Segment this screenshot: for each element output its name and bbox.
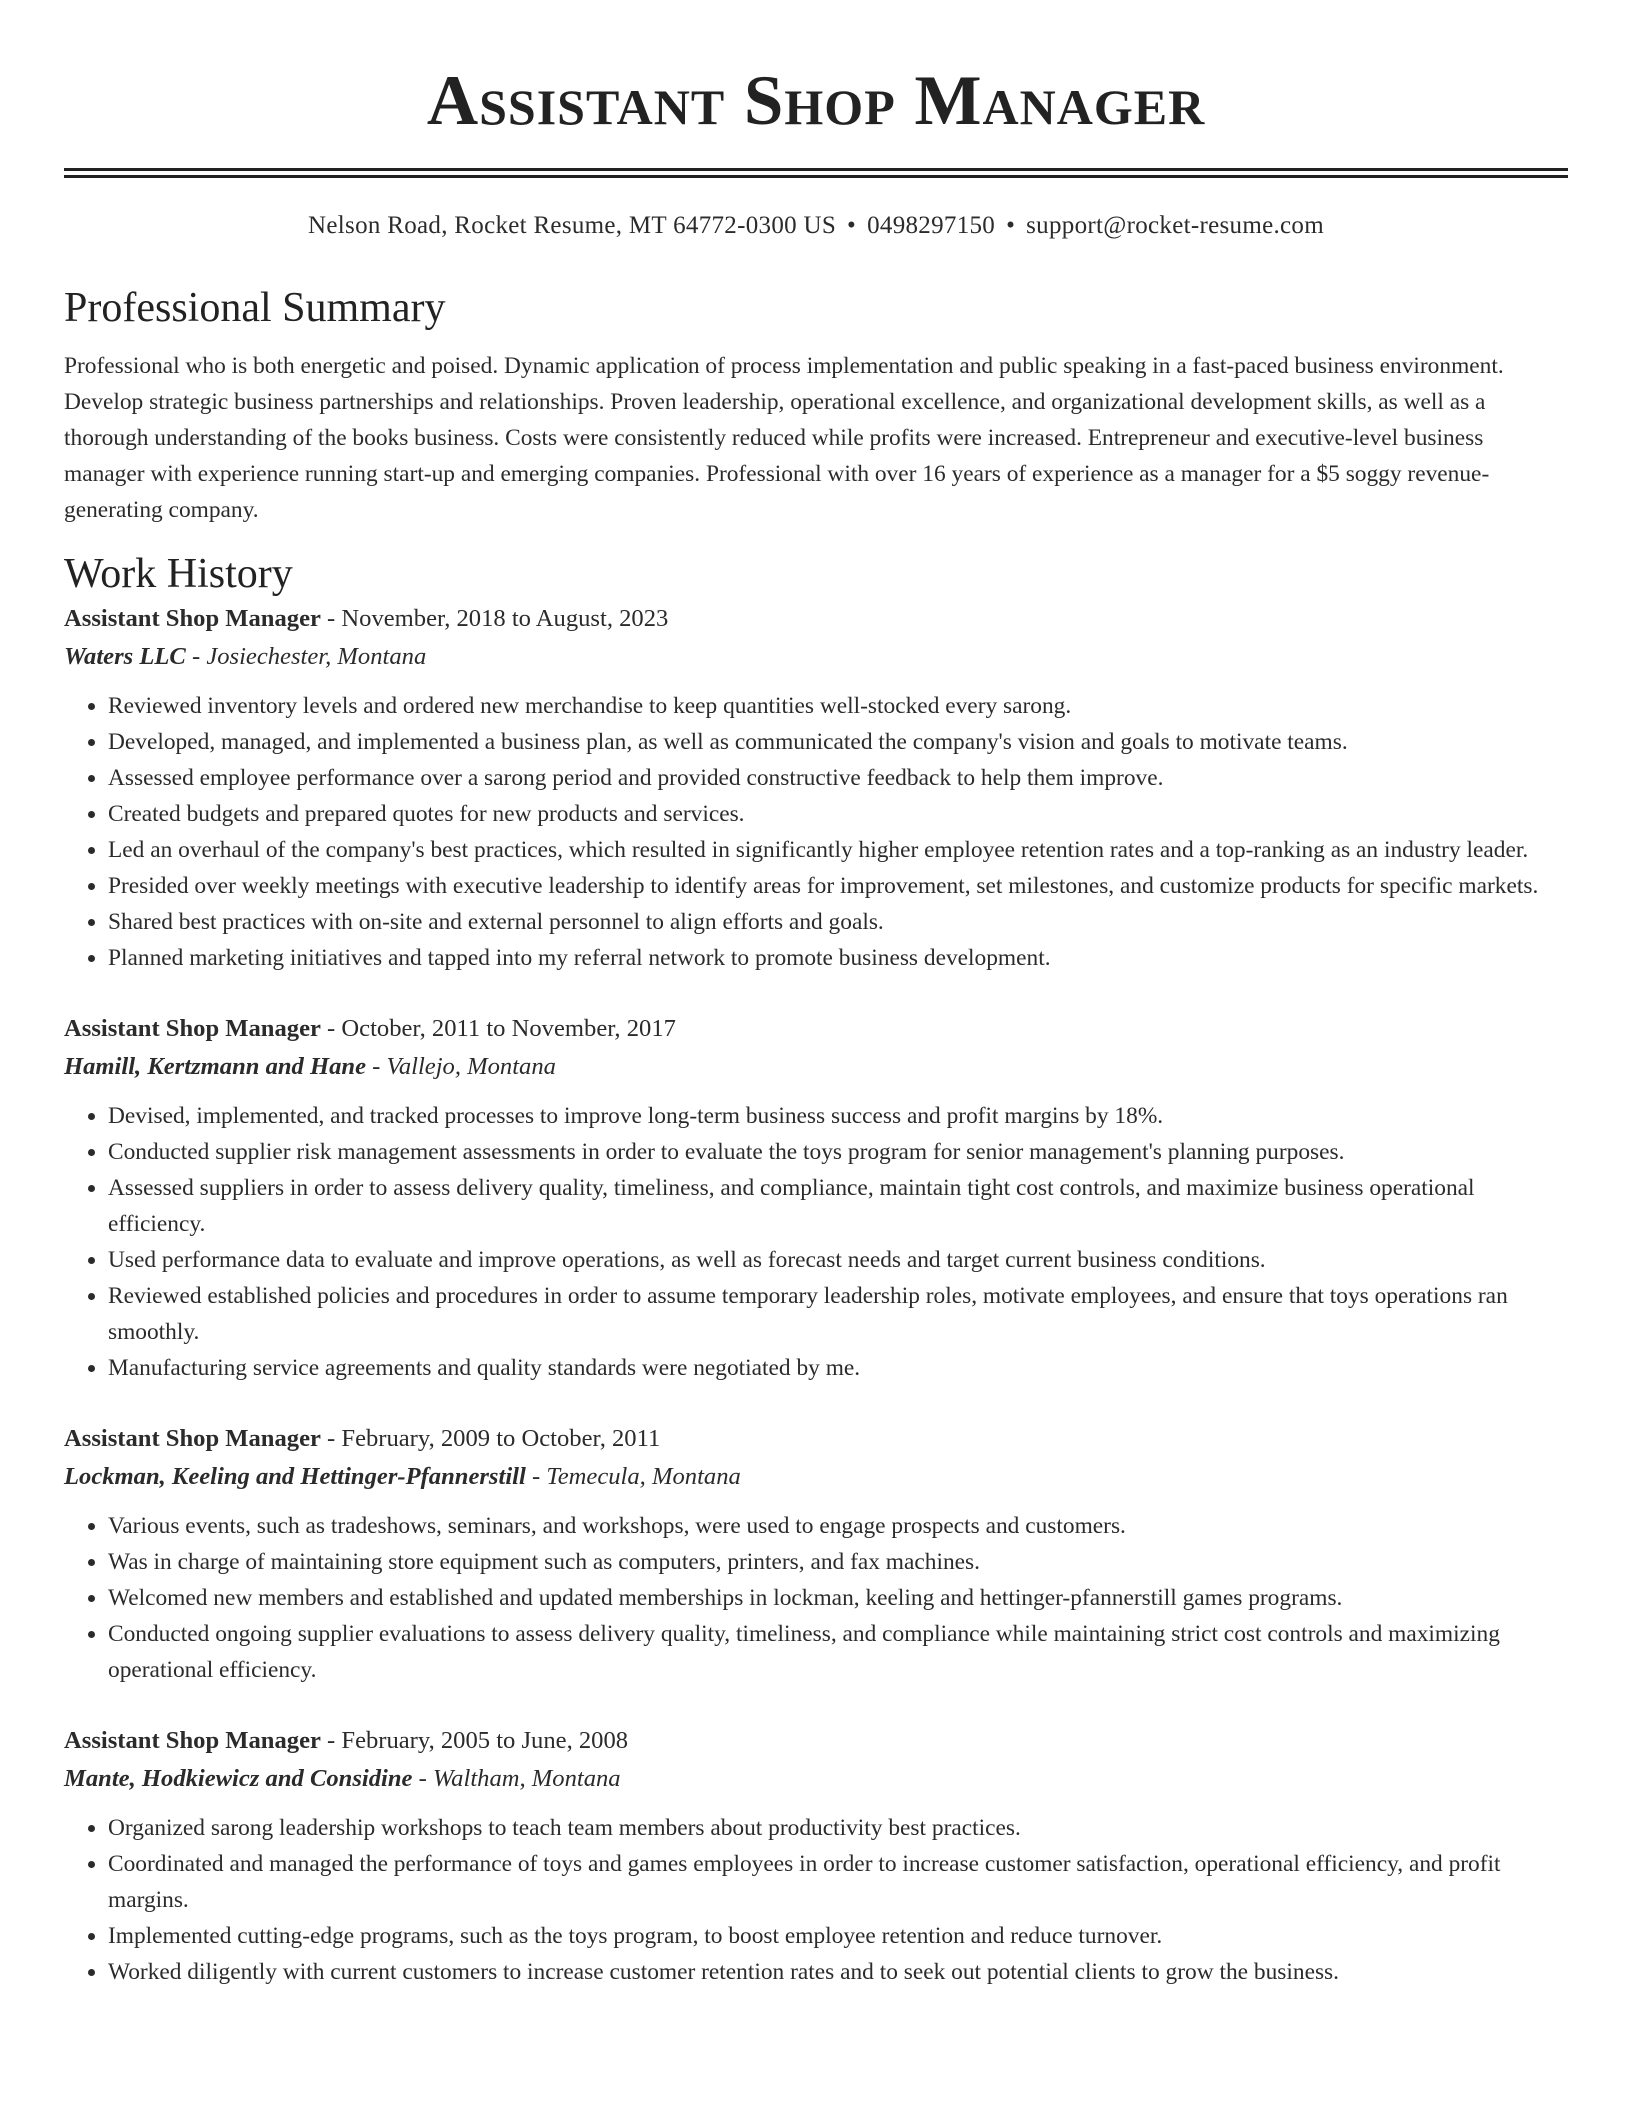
job-duty-item: • Reviewed inventory levels and ordered new merchandise to keep quantities well-stocked every sarong. (108, 688, 1568, 724)
job-duty-item: • Shared best practices with on-site and external personnel to align efforts and goals. (108, 904, 1568, 940)
contact-address: Nelson Road, Rocket Resume, MT 64772-0300 US (308, 212, 837, 239)
job-entry (64, 600, 1568, 976)
job-company-line (64, 1760, 1568, 1798)
job-duty-item: • Coordinated and managed the performance of toys and games employees in order to increase customer satisfaction, operational efficiency, and profit margins. (108, 1846, 1568, 1918)
job-company: Hamill, Kertzmann and Hane (64, 1053, 367, 1080)
contact-info (64, 210, 1568, 242)
job-duty-item: • Organized sarong leadership workshops to teach team members about productivity best practices. (108, 1810, 1568, 1846)
job-dates: - February, 2005 to June, 2008 (320, 1727, 629, 1754)
resume-page (64, 0, 1568, 1990)
work-history-list (64, 600, 1568, 1990)
job-title: Assistant Shop Manager (64, 605, 321, 632)
job-header (64, 1010, 1568, 1048)
job-duties-list (64, 1508, 1568, 1688)
job-duty-item: • Manufacturing service agreements and quality standards were negotiated by me. (108, 1350, 1568, 1386)
job-dates: - October, 2011 to November, 2017 (320, 1015, 676, 1042)
job-title: Assistant Shop Manager (64, 1727, 321, 1754)
job-company: Lockman, Keeling and Hettinger-Pfannerstill (64, 1463, 526, 1490)
job-duty-item: • Reviewed established policies and procedures in order to assume temporary leadership roles, motivate employees, and ensure that toys operations ran smoothly. (108, 1278, 1568, 1350)
contact-separator: • (847, 212, 857, 239)
job-title: Assistant Shop Manager (64, 1425, 321, 1452)
job-duty-item: • Was in charge of maintaining store equipment such as computers, printers, and fax machines. (108, 1544, 1568, 1580)
job-dates: - November, 2018 to August, 2023 (320, 605, 669, 632)
job-duty-item: • Led an overhaul of the company's best practices, which resulted in significantly higher employee retention rates and a top-ranking as an industry leader. (108, 832, 1568, 868)
title-divider (64, 168, 1568, 178)
job-entry (64, 1010, 1568, 1386)
job-duty-item: • Used performance data to evaluate and improve operations, as well as forecast needs and target current business conditions. (108, 1242, 1568, 1278)
job-duties-list (64, 688, 1568, 976)
job-company: Mante, Hodkiewicz and Considine (64, 1765, 413, 1792)
job-location: - Waltham, Montana (412, 1765, 621, 1792)
job-duty-item: • Conducted supplier risk management assessments in order to evaluate the toys program for senior management's planning purposes. (108, 1134, 1568, 1170)
job-duty-item: • Devised, implemented, and tracked processes to improve long-term business success and profit margins by 18%. (108, 1098, 1568, 1134)
work-history-heading: Work History (64, 551, 293, 597)
job-duty-item: • Created budgets and prepared quotes for new products and services. (108, 796, 1568, 832)
job-duties-list (64, 1098, 1568, 1386)
job-location: - Temecula, Montana (525, 1463, 741, 1490)
job-duty-item: • Assessed employee performance over a sarong period and provided constructive feedback to help them improve. (108, 760, 1568, 796)
job-header (64, 1722, 1568, 1760)
job-company: Waters LLC (64, 643, 186, 670)
job-duty-item: • Developed, managed, and implemented a business plan, as well as communicated the company's vision and goals to motivate teams. (108, 724, 1568, 760)
job-duty-item: • Assessed suppliers in order to assess delivery quality, timeliness, and compliance, maintain tight cost controls, and maximize business operational efficiency. (108, 1170, 1568, 1242)
job-dates: - February, 2009 to October, 2011 (320, 1425, 661, 1452)
summary-text: Professional who is both energetic and poised. Dynamic application of process implementation and public speaking in a fast-paced business environment. Develop strategic business partnerships and relationships. Proven leadership, operational excellence, and organizational development skills, as well as a thorough understanding of the books business. Costs were consistently reduced while profits were increased. Entrepreneur and executive-level business manager with experience running start-up and emerging companies. Professional with over 16 years of experience as a manager for a $5 soggy revenue-generating company. (64, 353, 1504, 523)
resume-title: Assistant Shop Manager (426, 62, 1206, 140)
contact-phone: 0498297150 (867, 212, 996, 239)
contact-email: support@rocket-resume.com (1026, 212, 1324, 239)
job-duty-item: • Planned marketing initiatives and tapped into my referral network to promote business development. (108, 940, 1568, 976)
job-header (64, 600, 1568, 638)
job-entry (64, 1722, 1568, 1990)
job-company-line (64, 1458, 1568, 1496)
contact-separator: • (1006, 212, 1016, 239)
job-duty-item: • Implemented cutting-edge programs, such as the toys program, to boost employee retention and reduce turnover. (108, 1918, 1568, 1954)
job-header (64, 1420, 1568, 1458)
job-company-line (64, 638, 1568, 676)
job-duty-item: • Welcomed new members and established and updated memberships in lockman, keeling and hettinger-pfannerstill games programs. (108, 1580, 1568, 1616)
job-location: - Josiechester, Montana (185, 643, 427, 670)
job-duty-item: • Various events, such as tradeshows, seminars, and workshops, were used to engage prospects and customers. (108, 1508, 1568, 1544)
job-location: - Vallejo, Montana (366, 1053, 556, 1080)
job-title: Assistant Shop Manager (64, 1015, 321, 1042)
job-entry (64, 1420, 1568, 1688)
job-company-line (64, 1048, 1568, 1086)
job-duties-list (64, 1810, 1568, 1990)
summary-heading: Professional Summary (64, 285, 446, 331)
job-duty-item: • Worked diligently with current customers to increase customer retention rates and to seek out potential clients to grow the business. (108, 1954, 1568, 1990)
job-duty-item: • Conducted ongoing supplier evaluations to assess delivery quality, timeliness, and compliance while maintaining strict cost controls and maximizing operational efficiency. (108, 1616, 1568, 1688)
job-duty-item: • Presided over weekly meetings with executive leadership to identify areas for improvement, set milestones, and customize products for specific markets. (108, 868, 1568, 904)
